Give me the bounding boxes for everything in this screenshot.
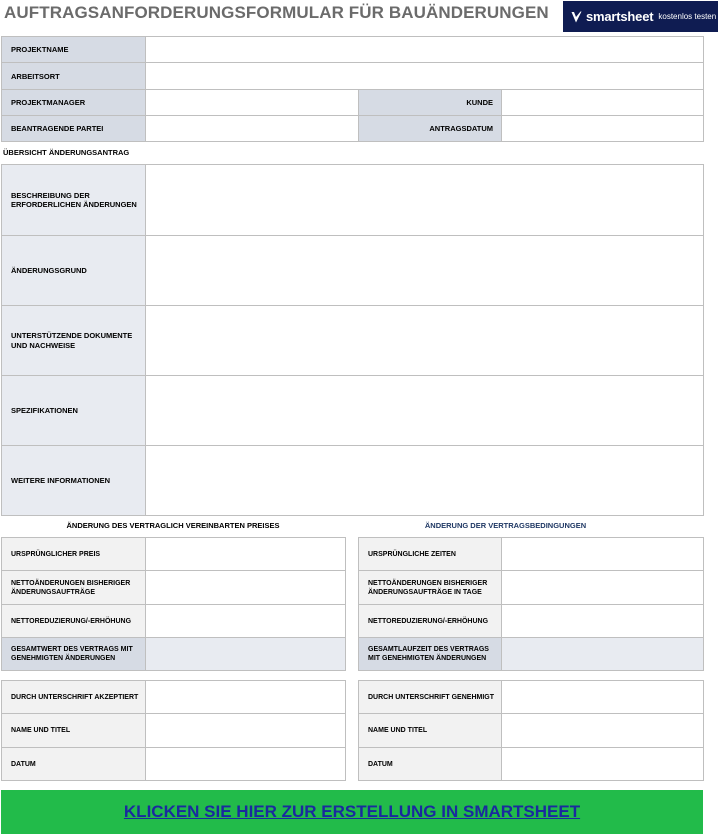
terms-row-label: NETTOREDUZIERUNG/-ERHÖHUNG (359, 605, 502, 638)
signature-right-table (358, 680, 704, 781)
cta-link[interactable]: KLICKEN SIE HIER ZUR ERSTELLUNG IN SMARTSHEET (123, 802, 581, 821)
request-date-label: ANTRAGSDATUM (359, 116, 502, 142)
signature-left-field[interactable] (146, 681, 346, 714)
overview-row-field[interactable] (146, 446, 704, 516)
signature-right-field[interactable] (502, 714, 704, 748)
project-name-label: PROJEKTNAME (2, 37, 146, 63)
signature-right-label: DURCH UNTERSCHRIFT GENEHMIGT (359, 681, 502, 714)
overview-row-label: WEITERE INFORMATIONEN (2, 446, 146, 516)
price-change-title: ÄNDERUNG DES VERTRAGLICH VEREINBARTEN PREISES (66, 521, 280, 530)
signature-left-label: NAME UND TITEL (2, 714, 146, 748)
requesting-party-label: BEANTRAGENDE PARTEI (2, 116, 146, 142)
customer-label: KUNDE (359, 90, 502, 116)
customer-field[interactable] (502, 90, 704, 116)
signature-left-table (1, 680, 346, 781)
terms-row-field[interactable] (502, 571, 704, 605)
signature-left-field[interactable] (146, 748, 346, 781)
price-total-label: GESAMTWERT DES VERTRAGS MIT GENEHMIGTEN ÄNDERUNGEN (2, 638, 146, 671)
signature-right-label: NAME UND TITEL (359, 714, 502, 748)
project-name-field[interactable] (146, 37, 704, 63)
location-field[interactable] (146, 63, 704, 90)
signature-left-label: DURCH UNTERSCHRIFT AKZEPTIERT (2, 681, 146, 714)
price-change-table (1, 537, 346, 671)
signature-right-label: DATUM (359, 748, 502, 781)
smartsheet-logo-button[interactable] (563, 1, 718, 32)
terms-change-title: ÄNDERUNG DER VERTRAGSBEDINGUNGEN (424, 521, 587, 530)
price-row-field[interactable] (146, 605, 346, 638)
page-title: AUFTRAGSANFORDERUNGSFORMULAR FÜR BAUÄNDERUNGEN (4, 3, 549, 22)
request-date-field[interactable] (502, 116, 704, 142)
terms-row-field[interactable] (502, 538, 704, 571)
manager-label: PROJEKTMANAGER (2, 90, 146, 116)
overview-row-field[interactable] (146, 376, 704, 446)
price-row-field[interactable] (146, 538, 346, 571)
overview-row-field[interactable] (146, 165, 704, 236)
overview-row-label: BESCHREIBUNG DER ERFORDERLICHEN ÄNDERUNGEN (2, 165, 146, 236)
overview-table (1, 164, 704, 516)
signature-left-label: DATUM (2, 748, 146, 781)
signature-right-field[interactable] (502, 748, 704, 781)
price-total-field[interactable] (146, 638, 346, 671)
terms-change-table (358, 537, 704, 671)
terms-row-field[interactable] (502, 605, 704, 638)
overview-row-field[interactable] (146, 306, 704, 376)
terms-total-label: GESAMTLAUFZEIT DES VERTRAGS MIT GENEHMIGTEN ÄNDERUNGEN (359, 638, 502, 671)
overview-row-field[interactable] (146, 236, 704, 306)
location-label: ARBEITSORT (2, 63, 146, 90)
overview-title: ÜBERSICHT ÄNDERUNGSANTRAG (3, 148, 130, 157)
signature-right-field[interactable] (502, 681, 704, 714)
terms-row-label: URSPRÜNGLICHE ZEITEN (359, 538, 502, 571)
terms-row-label: NETTOÄNDERUNGEN BISHERIGER ÄNDERUNGSAUFTRÄGE IN TAGE (359, 571, 502, 605)
logo-tagline: kostenlos testen (658, 12, 717, 21)
overview-row-label: UNTERSTÜTZENDE DOKUMENTE UND NACHWEISE (2, 306, 146, 376)
project-info-table (1, 36, 704, 142)
smartsheet-check-icon (571, 11, 582, 23)
overview-row-label: ÄNDERUNGSGRUND (2, 236, 146, 306)
price-row-label: URSPRÜNGLICHER PREIS (2, 538, 146, 571)
price-row-label: NETTOREDUZIERUNG/-ERHÖHUNG (2, 605, 146, 638)
cta-banner[interactable] (1, 790, 703, 834)
overview-row-label: SPEZIFIKATIONEN (2, 376, 146, 446)
price-row-label: NETTOÄNDERUNGEN BISHERIGER ÄNDERUNGSAUFTRÄGE (2, 571, 146, 605)
terms-total-field[interactable] (502, 638, 704, 671)
manager-field[interactable] (146, 90, 359, 116)
price-row-field[interactable] (146, 571, 346, 605)
logo-wordmark: smartsheet (586, 9, 654, 24)
requesting-party-field[interactable] (146, 116, 359, 142)
signature-left-field[interactable] (146, 714, 346, 748)
